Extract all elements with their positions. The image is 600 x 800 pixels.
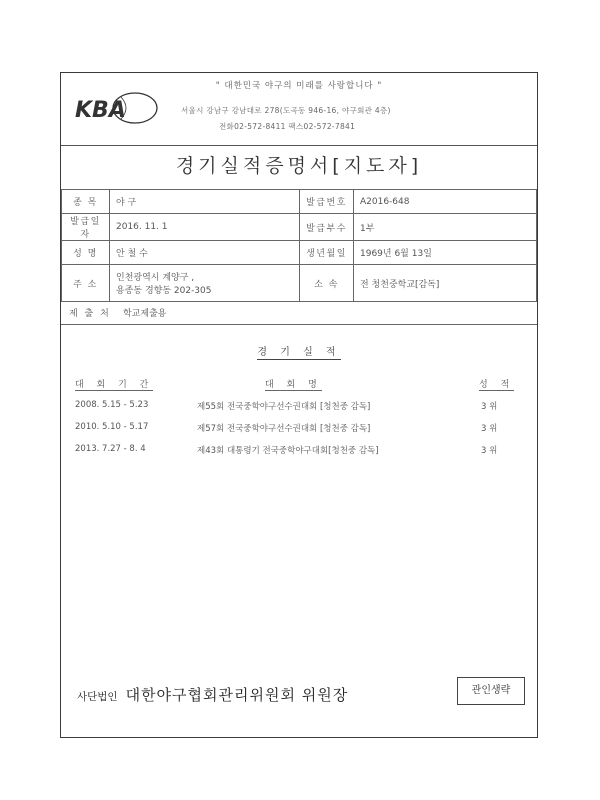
purpose-label: 제 출 처: [69, 309, 111, 319]
divider: [61, 145, 537, 146]
issuer-prefix: 사단법인: [77, 691, 118, 703]
organization-address: 서울시 강남구 강남대로 278(도곡동 946-16, 야구회관 4층): [181, 106, 391, 115]
records-header-event: 대 회 명: [265, 377, 322, 391]
issuer-name: 대한야구협회관리위원회 위원장: [125, 686, 349, 704]
record-row-3-event: 제43회 대통령기 전국중학야구대회[청천중 감독]: [197, 446, 379, 456]
records-header-period: 대 회 기 간: [75, 377, 153, 391]
sport-label: 종 목: [62, 190, 110, 214]
document-title: 경기실적증명서[지도자]: [175, 155, 423, 177]
affiliation-value: 전 청천중학교[감독]: [354, 265, 537, 302]
birth-label: 생년월일: [300, 241, 354, 265]
issue-date-value: 2016. 11. 1: [110, 214, 300, 241]
organization-contact: 전화02-572-8411 팩스02-572-7841: [219, 122, 356, 131]
record-row-1-result: 3 위: [481, 402, 498, 412]
record-row-2-event: 제57회 전국중학야구선수권대회 [청천중 감독]: [197, 424, 371, 434]
svg-text:KBA: KBA: [75, 98, 126, 123]
kba-logo: [73, 91, 159, 125]
name-label: 성 명: [62, 241, 110, 265]
record-row-2-result: 3 위: [481, 424, 498, 434]
certificate-frame: [60, 72, 538, 738]
purpose-row: [61, 300, 537, 325]
address-line-2: 용종동 경향동 202-305: [116, 286, 212, 296]
record-row-2-period: 2010. 5.10 - 5.17: [75, 422, 149, 432]
record-row-1-period: 2008. 5.15 - 5.23: [75, 400, 149, 410]
info-table: [61, 189, 537, 302]
record-row-3-period: 2013. 7.27 - 8. 4: [75, 444, 146, 454]
slogan: " 대한민국 야구의 미래를 사랑합니다 ": [215, 81, 383, 91]
name-value: 안 철 수: [110, 241, 300, 265]
address-line-1: 인천광역시 계양구 ,: [116, 273, 195, 283]
copies-label: 발급부수: [300, 214, 354, 241]
info-row-sport: [62, 190, 537, 214]
issue-no-label: 발급번호: [300, 190, 354, 214]
issue-no-value: A2016-648: [354, 190, 537, 214]
purpose-value: 학교제출용: [123, 309, 167, 319]
info-row-address: [62, 265, 537, 302]
affiliation-label: 소 속: [300, 265, 354, 302]
records-title: 경 기 실 적: [257, 347, 341, 358]
record-row-3-result: 3 위: [481, 446, 498, 456]
letterhead: [61, 73, 537, 145]
address-value: [110, 265, 300, 302]
record-row-1-event: 제55회 전국중학야구선수권대회 [청천중 감독]: [197, 402, 371, 412]
address-label: 주 소: [62, 265, 110, 302]
sport-value: 야 구: [110, 190, 300, 214]
copies-value: 1부: [354, 214, 537, 241]
seal-omitted-box: 관인생략: [457, 677, 525, 705]
issue-date-label: 발급일자: [62, 214, 110, 241]
issuer: [77, 684, 348, 705]
birth-value: 1969년 6월 13일: [354, 241, 537, 265]
records-header-result: 성 적: [479, 377, 514, 391]
info-row-issue: [62, 214, 537, 241]
info-row-name: [62, 241, 537, 265]
